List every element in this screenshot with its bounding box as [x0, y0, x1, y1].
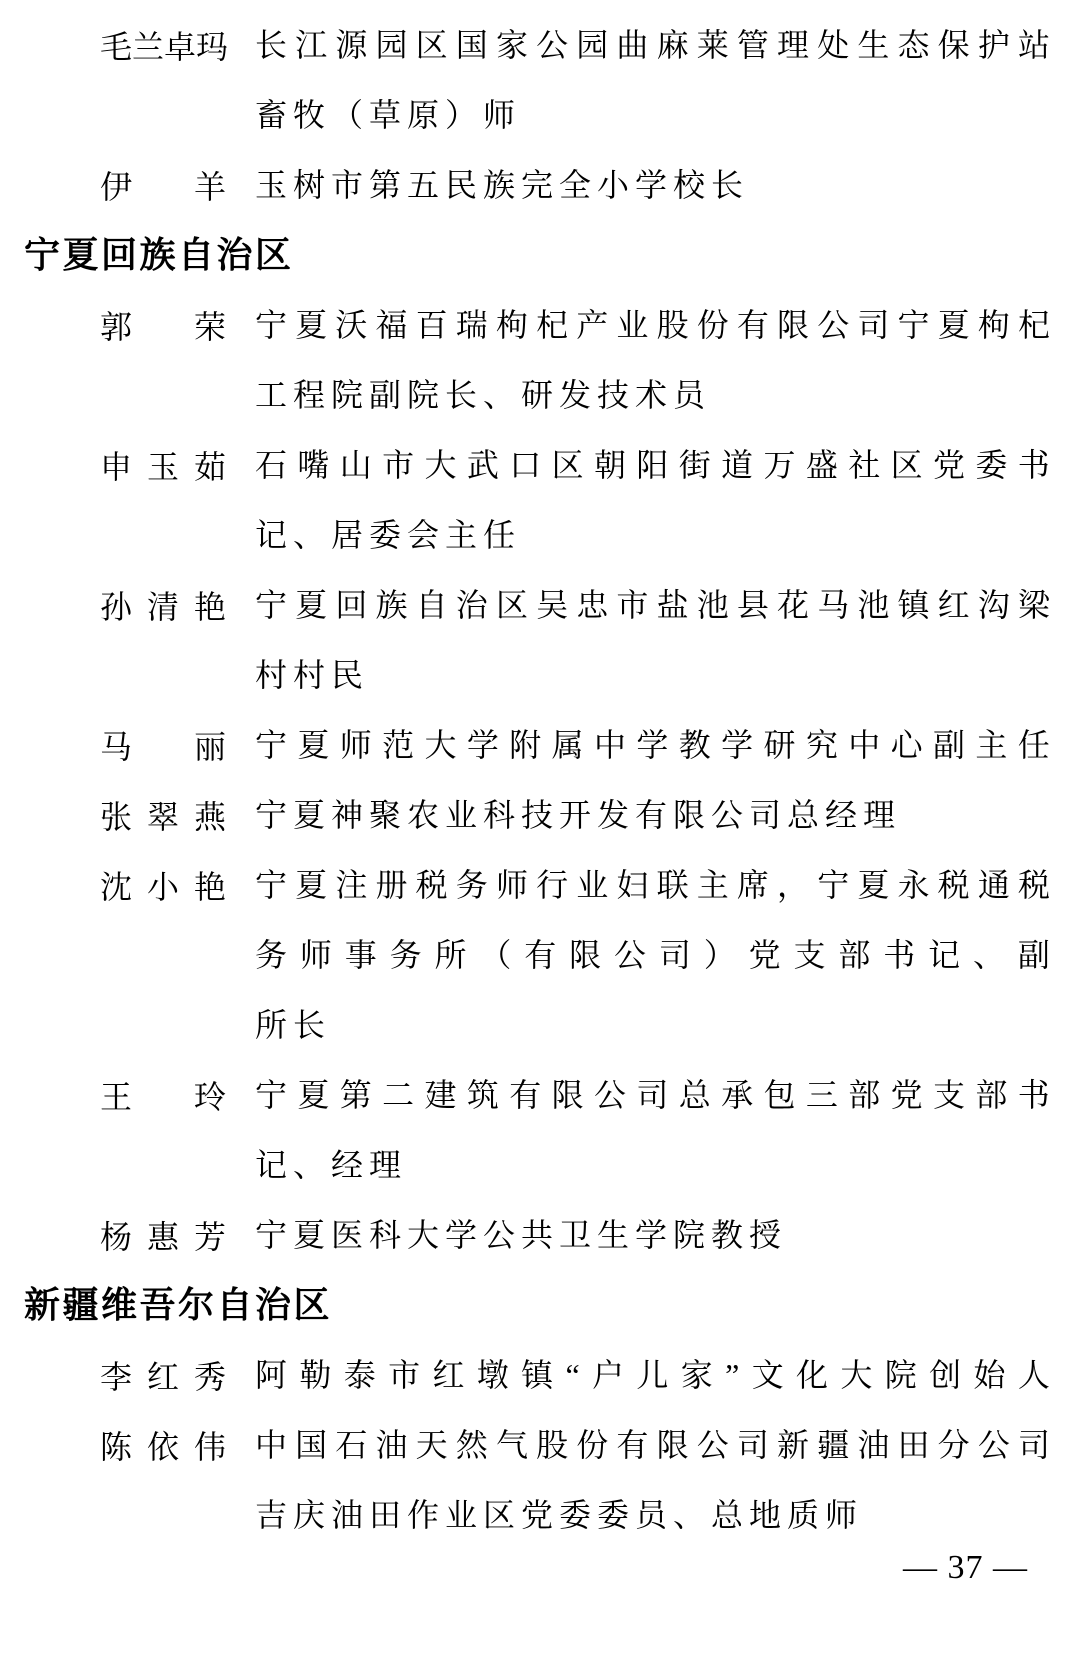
honoree-name: 王 玲 — [100, 1079, 226, 1115]
honoree-entry — [0, 290, 1080, 430]
honoree-title — [255, 10, 1050, 150]
honoree-title — [255, 150, 1050, 220]
entry-line: 吉庆油田作业区党委委员、总地质师 — [255, 1497, 864, 1533]
entry-line: 宁 夏 师 范 大 学 附 属 中 学 教 学 研 究 中 心 副 主 任 — [255, 727, 1050, 763]
honoree-entry — [0, 570, 1080, 710]
honoree-name: 郭 荣 — [100, 309, 226, 345]
honoree-title — [255, 430, 1050, 570]
honoree-entry — [0, 1340, 1080, 1410]
honoree-entry — [0, 850, 1080, 1060]
honoree-title — [255, 1410, 1050, 1550]
honoree-title — [255, 1060, 1050, 1200]
entry-line: 畜牧（草原）师 — [255, 97, 522, 133]
honoree-name: 马 丽 — [100, 729, 226, 765]
entry-line: 阿 勒 泰 市 红 墩 镇 “ 户 儿 家 ” 文 化 大 院 创 始 人 — [255, 1357, 1050, 1393]
honoree-title — [255, 780, 1050, 850]
honoree-title — [255, 1200, 1050, 1270]
honor-roll-list — [0, 10, 1080, 1550]
honoree-name: 毛 兰 卓 玛 — [100, 29, 229, 65]
honoree-entry — [0, 1060, 1080, 1200]
entry-line: 务 师 事 务 所 （ 有 限 公 司 ） 党 支 部 书 记 、 副 — [255, 937, 1050, 973]
entry-line: 玉树市第五民族完全小学校长 — [255, 167, 750, 203]
honoree-name: 孙 清 艳 — [100, 589, 226, 625]
honoree-entry — [0, 430, 1080, 570]
honoree-name: 杨 惠 芳 — [100, 1219, 226, 1255]
honoree-name: 李 红 秀 — [100, 1359, 226, 1395]
entry-line: 工程院副院长、研发技术员 — [255, 377, 712, 413]
honoree-title — [255, 290, 1050, 430]
entry-line: 长 江 源 园 区 国 家 公 园 曲 麻 莱 管 理 处 生 态 保 护 站 — [255, 27, 1050, 63]
entry-line: 宁夏神聚农业科技开发有限公司总经理 — [255, 797, 902, 833]
entry-line: 中 国 石 油 天 然 气 股 份 有 限 公 司 新 疆 油 田 分 公 司 — [255, 1427, 1050, 1463]
honoree-entry — [0, 10, 1080, 150]
honoree-title — [255, 1340, 1050, 1410]
honoree-name: 张 翠 燕 — [100, 799, 226, 835]
page-number: — 37 — — [903, 1549, 1028, 1586]
section-header-ningxia: 宁夏回族自治区 — [24, 234, 294, 275]
entry-line: 记、经理 — [255, 1147, 408, 1183]
honoree-name: 申 玉 茹 — [100, 449, 226, 485]
honoree-name: 沈 小 艳 — [100, 869, 226, 905]
honoree-name: 伊 羊 — [100, 169, 226, 205]
entry-line: 宁 夏 沃 福 百 瑞 枸 杞 产 业 股 份 有 限 公 司 宁 夏 枸 杞 — [255, 307, 1050, 343]
honoree-title — [255, 710, 1050, 780]
entry-line: 宁 夏 第 二 建 筑 有 限 公 司 总 承 包 三 部 党 支 部 书 — [255, 1077, 1050, 1113]
honoree-entry — [0, 1410, 1080, 1550]
entry-line: 村村民 — [255, 657, 370, 693]
entry-line: 宁 夏 注 册 税 务 师 行 业 妇 联 主 席 ， 宁 夏 永 税 通 税 — [255, 867, 1050, 903]
honoree-title — [255, 850, 1050, 1060]
entry-line: 石 嘴 山 市 大 武 口 区 朝 阳 街 道 万 盛 社 区 党 委 书 — [255, 447, 1050, 483]
entry-line: 记、居委会主任 — [255, 517, 522, 553]
entry-line: 所长 — [255, 1007, 332, 1043]
entry-line: 宁 夏 回 族 自 治 区 吴 忠 市 盐 池 县 花 马 池 镇 红 沟 梁 — [255, 587, 1050, 623]
honoree-entry — [0, 710, 1080, 780]
honoree-entry — [0, 1200, 1080, 1270]
honoree-entry — [0, 780, 1080, 850]
honoree-title — [255, 570, 1050, 710]
honoree-entry — [0, 150, 1080, 220]
entry-line: 宁夏医科大学公共卫生学院教授 — [255, 1217, 788, 1253]
honoree-name: 陈 依 伟 — [100, 1429, 226, 1465]
section-header-xinjiang: 新疆维吾尔自治区 — [24, 1284, 333, 1325]
